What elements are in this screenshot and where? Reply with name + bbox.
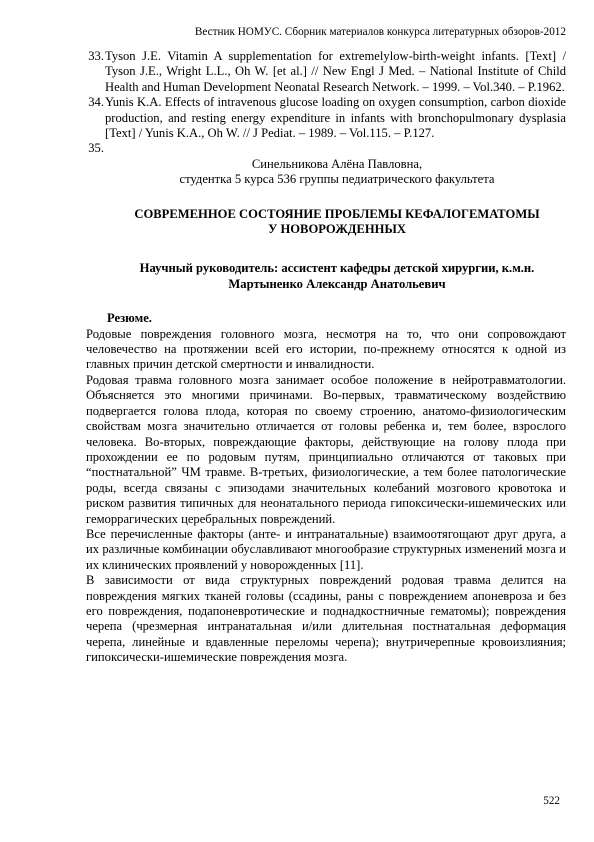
abstract-heading: Резюме. xyxy=(107,311,152,326)
body-paragraph: Все перечисленные факторы (анте- и интранатальные) взаимоотягощают друг друга, а их различные комбинации обуславливают многообразие структурных изменений мозга и их клинических проявлений у новорожденных [11]. xyxy=(86,526,566,572)
reference-number: 33. xyxy=(88,49,104,63)
reference-number: 34. xyxy=(88,95,104,110)
body-paragraph: Родовая травма головного мозга занимает особое положение в нейротравматологии. Объясняется это многими причинами. Во-первых, травматическому воздействию подвергается голова плода, которая по своему строению, анатомо-физиологическим свойствам мозга значительно отличается от головы ребенка и, тем более, взрослого человека. Во-вторых, повреждающие факторы, действующие на голову плода при прохождении ее по родовым путям, принципиально отличаются от таковых при “постнатальной” ЧМ травме. В-третьих, физиологические, а тем более патологические роды, всегда связаны с эпизодами значительных колебаний мозгового кровотока и риском развития типичных для неонатального периода гипоксически-ишемических или геморрагических церебральных повреждений. xyxy=(86,372,566,526)
article-title-line: У НОВОРОЖДЕННЫХ xyxy=(268,222,406,237)
supervisor-name: Мартыненко Александр Анатольевич xyxy=(228,276,446,291)
author-affiliation: студентка 5 курса 536 группы педиатрического факультета xyxy=(179,172,495,187)
article-title-line: СОВРЕМЕННОЕ СОСТОЯНИЕ ПРОБЛЕМЫ КЕФАЛОГЕМАТОМЫ xyxy=(134,206,540,221)
reference-text: Tyson J.E. Vitamin A supplementation for extremelylow-birth-weight infants. [Text] / Tyson J.E., Wright L.L., Oh W. [et al.] // New Engl J Med. – National Institute of Child Health and Human Development Neonatal Research Network. – 1999. – Vol.340. – P.1962. xyxy=(105,49,566,94)
supervisor-block xyxy=(88,261,566,292)
supervisor-line: Научный руководитель: ассистент кафедры детской хирургии, к.м.н. xyxy=(139,261,535,276)
body-paragraph: Родовые повреждения головного мозга, несмотря на то, что они сопровождают человечество на протяжении всей его истории, по-прежнему относятся к одной из главных причин детской смертности и инвалидности. xyxy=(86,326,566,372)
author-name: Синельникова Алёна Павловна, xyxy=(251,156,423,171)
reference-text xyxy=(105,141,566,156)
reference-number: 35. xyxy=(88,141,104,156)
abstract-body xyxy=(86,327,566,666)
author-block xyxy=(88,157,566,188)
reference-list xyxy=(88,49,566,157)
reference-text: Yunis K.A. Effects of intravenous glucose loading on oxygen consumption, carbon dioxide production, and resting energy expenditure in infants with bronchopulmonary dysplasia [Text] / Yunis K.A., Oh W. // J Pediat. – 1989. – Vol.115. – P.127. xyxy=(105,95,566,141)
page-content xyxy=(88,49,566,666)
page-number: 522 xyxy=(543,795,560,807)
body-paragraph: В зависимости от вида структурных повреждений родовая травма делится на повреждения мягких тканей головы (ссадины, раны с повреждением апоневроза и без его повреждения, подапоневротические и поднадкостничные гематомы); повреждения черепа (чрезмерная интранатальная и/или длительная постнатальная деформация черепа, линейные и вдавленные переломы черепа); внутричерепные кровоизлияния; гипоксически-ишемические повреждения мозга. xyxy=(86,573,566,665)
reference-item xyxy=(88,49,566,95)
running-header: Вестник НОМУС. Сборник материалов конкурса литературных обзоров-2012 xyxy=(194,26,566,38)
article-title xyxy=(88,207,566,238)
reference-item xyxy=(88,141,566,156)
reference-item xyxy=(88,95,566,141)
